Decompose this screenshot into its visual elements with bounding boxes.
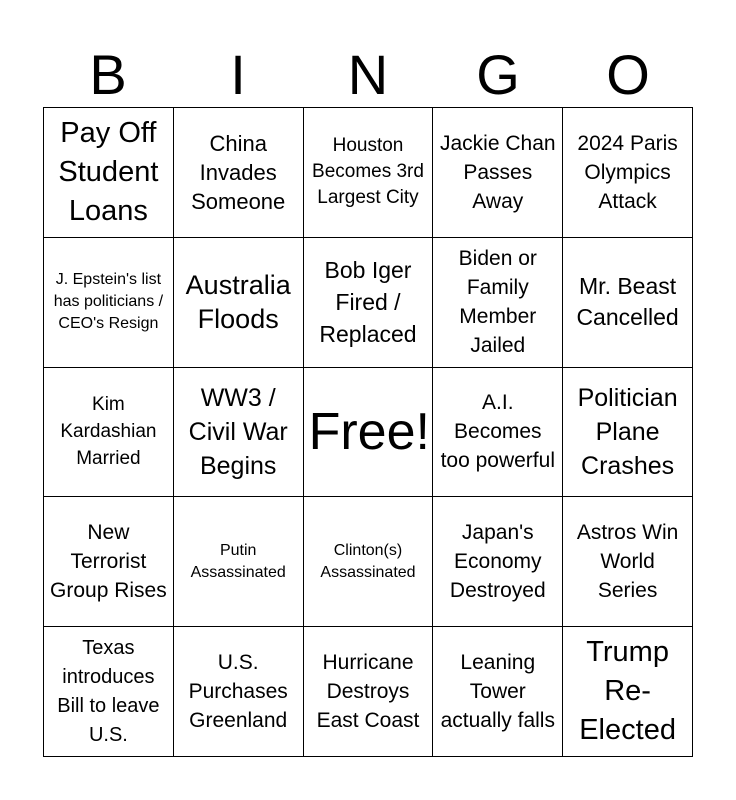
bingo-header — [43, 44, 693, 106]
bingo-cell-r3-c5[interactable] — [563, 368, 693, 498]
cell-text: Bob Iger Fired / Replaced — [319, 257, 417, 348]
cell-text: New Terrorist Group Rises — [50, 521, 167, 603]
bingo-cell-r3-c1[interactable] — [44, 368, 174, 498]
cell-text: Houston Becomes 3rd Largest City — [312, 135, 424, 209]
cell-text: China Invades Someone — [191, 130, 286, 214]
cell-text: Pay Off Student Loans — [58, 116, 159, 227]
bingo-cell-r1-c5[interactable] — [563, 108, 693, 238]
bingo-board — [43, 107, 693, 757]
cell-text: 2024 Paris Olympics Attack — [577, 131, 678, 213]
cell-text: J. Epstein's list has politicians / CEO's Resign — [53, 271, 164, 333]
bingo-cell-r4-c3[interactable] — [304, 497, 434, 627]
bingo-cell-r4-c1[interactable] — [44, 497, 174, 627]
bingo-cell-r4-c4[interactable] — [433, 497, 563, 627]
bingo-cell-r4-c5[interactable] — [563, 497, 693, 627]
cell-text: U.S. Purchases Greenland — [188, 651, 288, 733]
cell-text: Japan's Economy Destroyed — [449, 521, 546, 603]
bingo-cell-r5-c5[interactable] — [563, 627, 693, 757]
cell-text: Texas introduces Bill to leave U.S. — [57, 636, 160, 746]
bingo-cell-r4-c2[interactable] — [174, 497, 304, 627]
bingo-cell-r2-c3[interactable] — [304, 238, 434, 368]
bingo-cell-r1-c2[interactable] — [174, 108, 304, 238]
cell-text: Australia Floods — [185, 270, 291, 335]
bingo-cell-r5-c2[interactable] — [174, 627, 304, 757]
cell-text: Trump Re-Elected — [579, 636, 676, 747]
header-letter-g: G — [476, 43, 520, 106]
bingo-cell-r5-c3[interactable] — [304, 627, 434, 757]
bingo-cell-r1-c4[interactable] — [433, 108, 563, 238]
bingo-cell-r3-c3[interactable] — [304, 368, 434, 498]
bingo-cell-r3-c2[interactable] — [174, 368, 304, 498]
cell-text: WW3 / Civil War Begins — [188, 383, 288, 480]
cell-text: Politician Plane Crashes — [577, 383, 678, 480]
header-letter-b: B — [89, 43, 127, 106]
header-letter-i: I — [230, 43, 246, 106]
bingo-cell-r3-c4[interactable] — [433, 368, 563, 498]
cell-text: Astros Win World Series — [576, 521, 679, 603]
bingo-cell-r2-c5[interactable] — [563, 238, 693, 368]
header-letter-n: N — [347, 43, 389, 106]
bingo-cell-r1-c1[interactable] — [44, 108, 174, 238]
free-space-text: Free! — [308, 402, 430, 461]
bingo-cell-r1-c3[interactable] — [304, 108, 434, 238]
cell-text: Leaning Tower actually falls — [440, 651, 555, 733]
bingo-cell-r5-c4[interactable] — [433, 627, 563, 757]
cell-text: Jackie Chan Passes Away — [440, 131, 556, 213]
cell-text: Mr. Beast Cancelled — [576, 273, 679, 331]
bingo-cell-r2-c2[interactable] — [174, 238, 304, 368]
cell-text: A.I. Becomes too powerful — [440, 391, 555, 473]
header-letter-o: O — [606, 43, 650, 106]
cell-text: Hurricane Destroys East Coast — [316, 651, 420, 733]
cell-text: Clinton(s) Assassinated — [320, 541, 416, 581]
bingo-cell-r2-c1[interactable] — [44, 238, 174, 368]
cell-text: Biden or Family Member Jailed — [458, 247, 537, 358]
cell-text: Kim Kardashian Married — [60, 394, 157, 470]
bingo-cell-r2-c4[interactable] — [433, 238, 563, 368]
bingo-cell-r5-c1[interactable] — [44, 627, 174, 757]
cell-text: Putin Assassinated — [190, 541, 286, 581]
